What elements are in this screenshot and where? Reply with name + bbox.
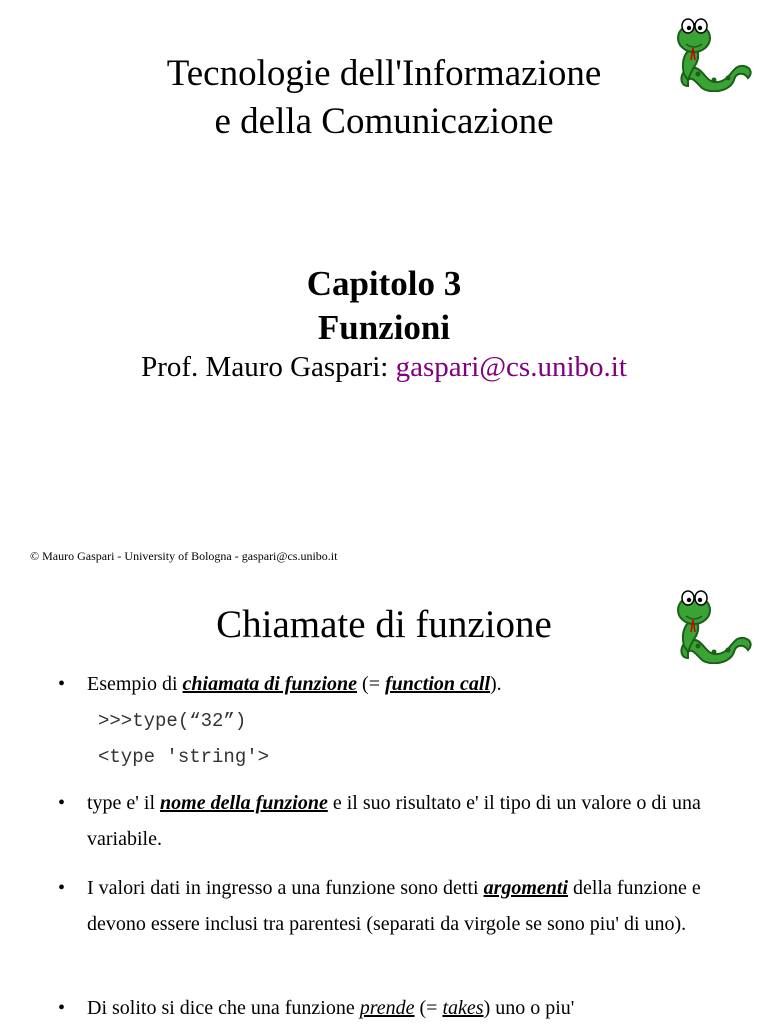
slide2-title: Chiamate di funzione — [216, 603, 552, 646]
bullet-item — [58, 785, 748, 857]
bullet-item — [58, 990, 748, 1026]
bullet1-text-end: ). — [490, 673, 502, 695]
author-line — [0, 348, 768, 386]
bullet4-text-mid: (= — [414, 997, 443, 1019]
slide1-title-line2: e della Comunicazione — [214, 101, 554, 142]
bullet3-text-end: della funzione e devono essere inclusi tra parentesi (separati da virgole se sono piu' di uno). — [87, 877, 701, 935]
code-line-result: <type 'string'> — [98, 746, 270, 768]
slide1-title — [0, 50, 768, 146]
bullet-dot: • — [58, 877, 66, 899]
author-email-link[interactable]: gaspari@cs.unibo.it — [395, 351, 627, 383]
bullet2-text-end: e il suo risultato e' il tipo di un valore o di una variabile. — [87, 792, 701, 850]
bullet1-text: Esempio di — [87, 673, 183, 695]
term-nome-della-funzione: nome della funzione — [160, 792, 328, 814]
chapter-heading — [0, 262, 768, 350]
bullet2-text: type e' il — [87, 792, 161, 814]
code-line-call: >>>type(“32”) — [98, 710, 247, 732]
bullet4-text: Di solito si dice che una funzione — [87, 997, 360, 1019]
slide-footer: © Mauro Gaspari - University of Bologna - gaspari@cs.unibo.it — [30, 549, 338, 563]
bullet-item — [58, 666, 748, 702]
bullet3-text: I valori dati in ingresso a una funzione sono detti — [87, 877, 484, 899]
python-snake-icon — [674, 580, 754, 664]
bullet-dot: • — [58, 997, 66, 1019]
bullet-dot: • — [58, 673, 66, 695]
term-function-call: function call — [384, 673, 490, 695]
author-name: Prof. Mauro Gaspari: — [141, 351, 396, 383]
bullet1-text-mid: (= — [357, 673, 385, 695]
term-chiamata-di-funzione: chiamata di funzione — [182, 673, 358, 695]
term-prende: prende — [359, 997, 415, 1019]
bullet4-text-end: ) uno o piu' — [483, 997, 575, 1019]
bullet-dot: • — [58, 792, 66, 814]
slide1-title-line1: Tecnologie dell'Informazione — [166, 53, 602, 94]
term-takes: takes — [442, 997, 484, 1019]
chapter-number: Capitolo 3 — [306, 264, 462, 303]
bullet-item — [58, 870, 748, 942]
python-snake-icon — [674, 8, 754, 92]
term-argomenti: argomenti — [483, 877, 569, 899]
chapter-topic: Funzioni — [317, 308, 451, 347]
